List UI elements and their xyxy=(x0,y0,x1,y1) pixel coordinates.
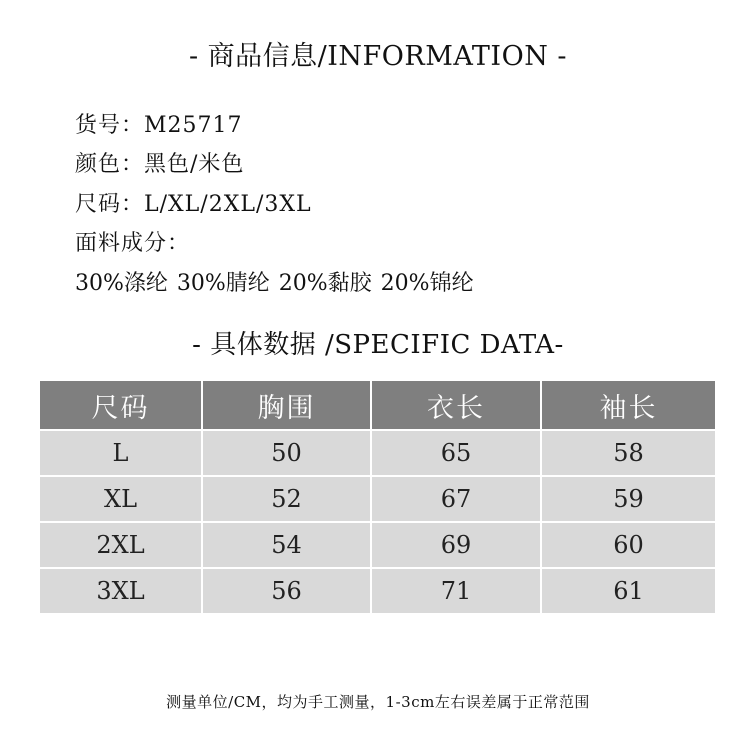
table-row xyxy=(39,476,716,522)
cell-size: L xyxy=(39,430,202,476)
cell-length: 71 xyxy=(371,568,541,614)
header-sleeve: 袖长 xyxy=(541,380,716,430)
cell-sleeve: 60 xyxy=(541,522,716,568)
size-info: 尺码：L/XL/2XL/3XL xyxy=(75,192,312,217)
cell-chest: 54 xyxy=(202,522,371,568)
cell-length: 67 xyxy=(371,476,541,522)
cell-size: XL xyxy=(39,476,202,522)
table-header-row xyxy=(39,380,716,430)
specific-data-title: - 具体数据 /SPECIFIC DATA- xyxy=(192,330,564,360)
cell-chest: 52 xyxy=(202,476,371,522)
header-size: 尺码 xyxy=(39,380,202,430)
header-length: 衣长 xyxy=(371,380,541,430)
table-row xyxy=(39,568,716,614)
measurement-note: 测量单位/CM，均为手工测量，1-3cm左右误差属于正常范围 xyxy=(166,693,590,711)
cell-length: 65 xyxy=(371,430,541,476)
cell-sleeve: 59 xyxy=(541,476,716,522)
color-info: 颜色：黑色/米色 xyxy=(75,152,245,177)
cell-chest: 50 xyxy=(202,430,371,476)
cell-length: 69 xyxy=(371,522,541,568)
header-chest: 胸围 xyxy=(202,380,371,430)
cell-size: 2XL xyxy=(39,522,202,568)
table-row xyxy=(39,522,716,568)
information-title: - 商品信息/INFORMATION - xyxy=(188,41,568,72)
cell-chest: 56 xyxy=(202,568,371,614)
size-table xyxy=(38,379,717,615)
cell-sleeve: 61 xyxy=(541,568,716,614)
item-number: 货号：M25717 xyxy=(75,113,243,138)
cell-sleeve: 58 xyxy=(541,430,716,476)
cell-size: 3XL xyxy=(39,568,202,614)
fabric-label: 面料成分： xyxy=(75,231,191,256)
fabric-composition: 30%涤纶 30%腈纶 20%黏胶 20%锦纶 xyxy=(75,271,474,296)
table-row xyxy=(39,430,716,476)
